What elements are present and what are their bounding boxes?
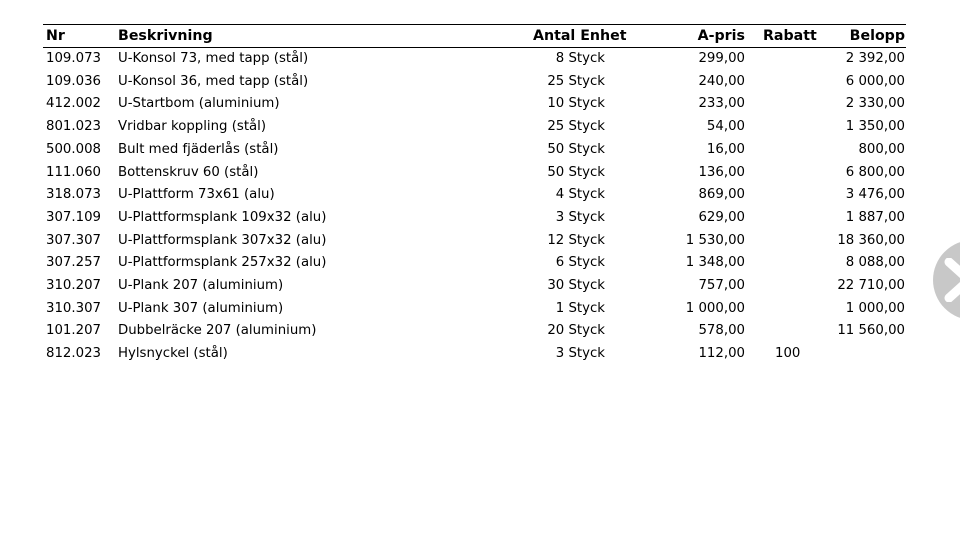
cell-nr: 307.257 [46,255,101,271]
next-page-button[interactable] [933,240,960,320]
cell-quantity: 8 Styck [555,51,605,66]
cell-unit-price: 1 000,00 [685,300,745,316]
header-unit-price: A-pris [697,28,745,44]
header-nr: Nr [46,28,65,44]
cell-unit-price: 136,00 [698,164,745,180]
cell-description: Bottenskruv 60 (stål) [118,164,259,180]
cell-amount: 6 800,00 [845,164,905,180]
cell-amount: 22 710,00 [837,278,905,293]
cell-description: U-Plank 307 (aluminium) [118,300,284,316]
table-row [43,116,906,139]
table-row [43,320,906,343]
cell-quantity: 50 Styck [547,141,605,157]
cell-unit-price: 1 348,00 [685,255,745,271]
table-row [43,252,906,275]
cell-unit-price: 629,00 [698,209,745,225]
table-row [43,207,906,230]
cell-nr: 111.060 [46,164,101,180]
cell-nr: 801.023 [46,119,101,135]
cell-nr: 412.002 [46,96,101,112]
cell-quantity: 25 Styck [547,119,605,135]
cell-nr: 812.023 [46,346,101,362]
cell-description: Hylsnyckel (stål) [118,346,228,362]
cell-amount: 11 560,00 [837,323,905,339]
chevron-right-icon [941,258,960,302]
cell-description: U-Konsol 36, med tapp (stål) [118,73,309,89]
cell-unit-price: 54,00 [706,119,745,135]
cell-description: Vridbar koppling (stål) [118,119,267,135]
table-row [43,71,906,94]
header-amount: Belopp [849,28,905,44]
table-row [43,139,906,162]
cell-quantity: 25 Styck [547,73,605,89]
cell-amount: 1 887,00 [845,209,905,225]
cell-quantity: 4 Styck [555,187,605,203]
cell-quantity: 12 Styck [547,232,605,248]
header-discount: Rabatt [763,28,817,44]
cell-unit-price: 1 530,00 [685,232,745,248]
cell-description: U-Plattformsplank 307x32 (alu) [118,232,327,248]
table-row [43,298,906,321]
cell-quantity: 1 Styck [555,300,605,316]
header-description: Beskrivning [118,28,213,44]
table-row [43,48,906,71]
cell-quantity: 10 Styck [547,96,605,112]
table-row [43,275,906,298]
cell-quantity: 50 Styck [547,164,605,180]
cell-unit-price: 757,00 [698,278,745,293]
cell-unit-price: 869,00 [698,187,745,203]
cell-amount: 1 350,00 [845,119,905,135]
cell-unit-price: 233,00 [698,96,745,112]
cell-nr: 307.109 [46,209,101,225]
cell-nr: 500.008 [46,141,101,157]
table-row [43,162,906,185]
cell-unit-price: 16,00 [706,141,745,157]
cell-quantity: 3 Styck [555,209,605,225]
cell-description: U-Plattformsplank 109x32 (alu) [118,209,327,225]
cell-quantity: 3 Styck [555,346,605,362]
cell-amount: 8 088,00 [845,255,905,271]
cell-unit-price: 112,00 [698,346,745,362]
cell-description: U-Plattform 73x61 (alu) [118,187,275,203]
cell-amount: 1 000,00 [845,300,905,316]
cell-nr: 109.036 [46,73,101,89]
cell-amount: 6 000,00 [845,73,905,89]
table-row [43,343,906,366]
cell-quantity: 6 Styck [555,255,605,271]
cell-nr: 310.307 [46,300,101,316]
cell-unit-price: 240,00 [698,73,745,89]
cell-description: Dubbelräcke 207 (aluminium) [118,323,317,339]
cell-amount: 800,00 [858,141,905,157]
cell-nr: 101.207 [46,323,101,339]
cell-amount: 2 392,00 [845,51,905,66]
cell-quantity: 20 Styck [547,323,605,339]
cell-unit-price: 299,00 [698,51,745,66]
cell-amount: 18 360,00 [837,232,905,248]
cell-amount: 2 330,00 [845,96,905,112]
table-header-row [43,25,906,47]
cell-description: Bult med fjäderlås (stål) [118,141,279,157]
cell-unit-price: 578,00 [698,323,745,339]
cell-nr: 109.073 [46,51,101,66]
table-row [43,93,906,116]
cell-quantity: 30 Styck [547,278,605,293]
cell-nr: 310.207 [46,278,101,293]
cell-nr: 307.307 [46,232,101,248]
cell-amount: 3 476,00 [845,187,905,203]
table-row [43,184,906,207]
cell-description: U-Konsol 73, med tapp (stål) [118,51,309,66]
cell-description: U-Plattformsplank 257x32 (alu) [118,255,327,271]
cell-description: U-Plank 207 (aluminium) [118,278,284,293]
table-row [43,230,906,253]
cell-nr: 318.073 [46,187,101,203]
cell-description: U-Startbom (aluminium) [118,96,280,112]
header-quantity-unit: Antal Enhet [533,28,627,44]
cell-discount: 100 [775,346,801,362]
